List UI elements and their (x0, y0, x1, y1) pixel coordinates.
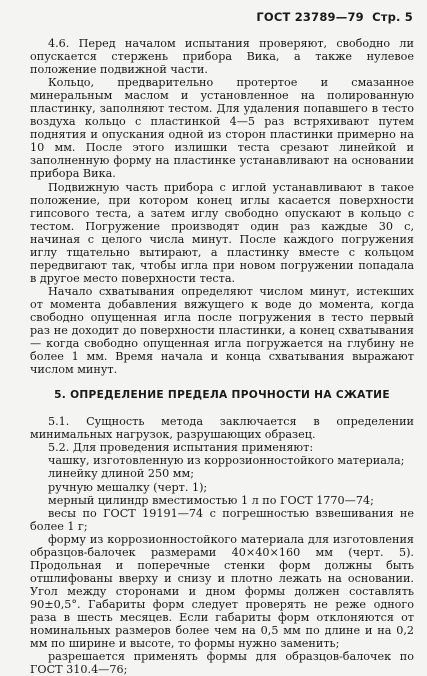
paragraph-4-6: 4.6. Перед началом испытания проверяют, свободно ли опускается стержень прибора Вика, а также нулевое положение подвижной части. (30, 37, 414, 77)
paragraph-needle-immersion: Подвижную часть прибора с иглой устанавливают в такое положение, при котором конец иглы касается поверхности гипсового теста, а затем иглу свободно опускают в кольцо с тестом. Погружение производят один раз каждые 30 с, начиная с целого числа минут. После каждого погружения иглу тщательно вытирают, а пластинку вместе с кольцом передвигают так, чтобы игла при новом погружении попадала в другое место поверхности теста. (30, 180, 414, 285)
paragraph-5-2: 5.2. Для проведения испытания применяют: (48, 441, 314, 455)
page-header (252, 10, 413, 24)
paragraph-ring-preparation: Кольцо, предварительно протертое и смазанное минеральным маслом и установленное на полированную пластинку, заполняют тестом. Для удаления попавшего в тесто воздуха кольцо с пластинкой 4—5 раз встряхивают путем поднятия и опускания одной из сторон пластинки примерно на 10 мм. После этого излишки теста срезают линейкой и заполненную форму на пластинке устанавливают на основании прибора Вика. (30, 76, 414, 181)
equipment-item: ручную мешалку (черт. 1); (48, 480, 208, 494)
section-5-heading: 5. ОПРЕДЕЛЕНИЕ ПРЕДЕЛА ПРОЧНОСТИ НА СЖАТИЕ (54, 389, 390, 402)
equipment-item: форму из коррозионностойкого материала для изготовления образцов-балочек размерами 40×40×160 мм (черт. 5). Продольная и поперечные стенки форм должны быть отшлифованы вверху и снизу и плотно лежать на основании. Угол между сторонами и дном формы должен составлять 90±0,5°. Габариты форм следует проверять не реже одного раза в шесть месяцев. Если габариты форм отклоняются от номинальных размеров более чем на 0,5 мм по длине и на 0,2 мм по ширине и высоте, то формы нужно заменить; (30, 532, 414, 651)
document-body (30, 37, 414, 676)
equipment-item: разрешается применять формы для образцов-балочек по ГОСТ 310.4—76; (30, 650, 414, 676)
equipment-item: линейку длиной 250 мм; (48, 467, 194, 481)
paragraph-5-1: 5.1. Сущность метода заключается в определении минимальных нагрузок, разрушающих образец. (30, 415, 414, 442)
standard-number: ГОСТ 23789—79 (256, 10, 364, 24)
equipment-item: чашку, изготовленную из коррозионностойкого материала; (48, 454, 405, 468)
paragraph-setting-time: Начало схватывания определяют числом минут, истекших от момента добавления вяжущего к воде до момента, когда свободно опущенная игла после погружения в тесто первый раз не доходит до поверхности пластинки, а конец схватывания — когда свободно опущенная игла погружается на глубину не более 1 мм. Время начала и конца схватывания выражают числом минут. (30, 284, 414, 377)
equipment-item: мерный цилиндр вместимостью 1 л по ГОСТ 1770—74; (48, 493, 374, 507)
equipment-item: весы по ГОСТ 19191—74 с погрешностью взвешивания не более 1 г; (30, 506, 414, 533)
page-number: Стр. 5 (372, 10, 413, 24)
